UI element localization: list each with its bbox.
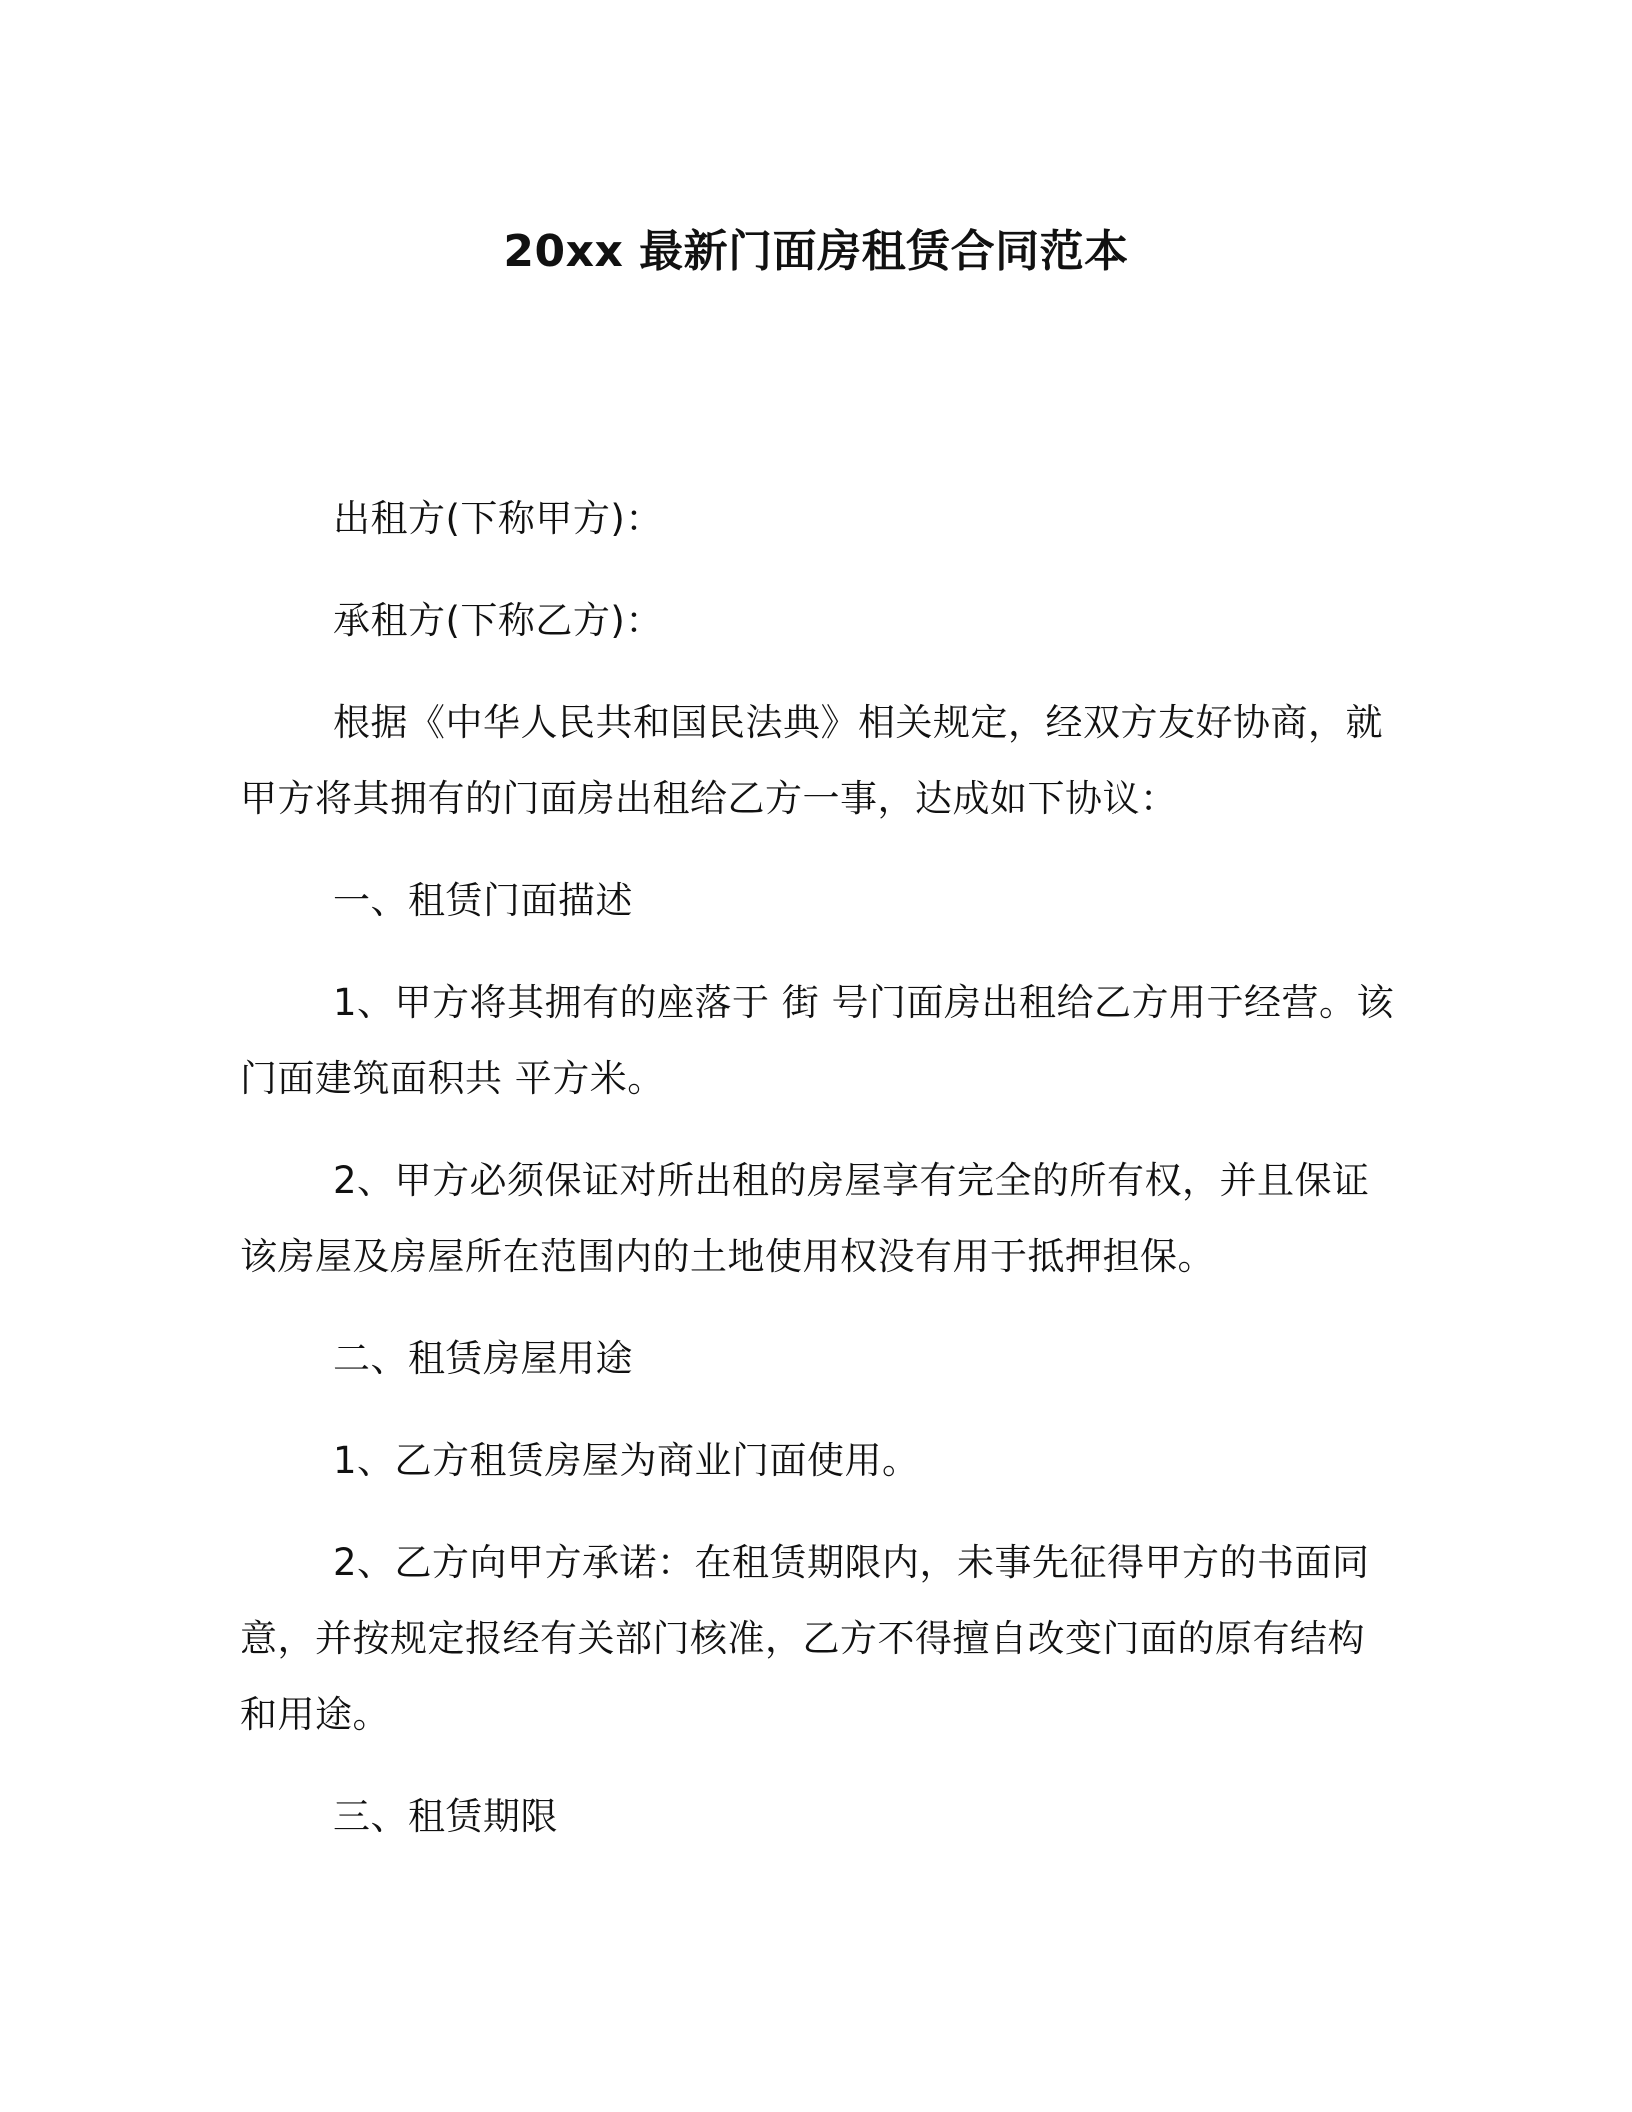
section-2-item-2-line-2: 意，并按规定报经有关部门核准，乙方不得擅自改变门面的原有结构 (240, 1617, 1365, 1660)
section-2-item-1: 1、乙方租赁房屋为商业门面使用。 (333, 1439, 920, 1482)
section-1-item-1-line-1: 1、甲方将其拥有的座落于 街 号门面房出租给乙方用于经营。该 (333, 981, 1395, 1024)
lessor-line: 出租方(下称甲方)： (333, 497, 663, 540)
section-2-item-2-line-1: 2、乙方向甲方承诺：在租赁期限内，未事先征得甲方的书面同 (333, 1541, 1370, 1584)
section-1-heading: 一、租赁门面描述 (333, 879, 633, 922)
section-1-item-2-line-2: 该房屋及房屋所在范围内的土地使用权没有用于抵押担保。 (240, 1235, 1215, 1278)
section-1-item-1-line-2: 门面建筑面积共 平方米。 (240, 1057, 665, 1100)
lessee-line: 承租方(下称乙方)： (333, 599, 663, 642)
preamble-line-2: 甲方将其拥有的门面房出租给乙方一事，达成如下协议： (240, 777, 1178, 820)
section-2-heading: 二、租赁房屋用途 (333, 1337, 633, 1380)
section-1-item-2-line-1: 2、甲方必须保证对所出租的房屋享有完全的所有权，并且保证 (333, 1159, 1370, 1202)
preamble-line-1: 根据《中华人民共和国民法典》相关规定，经双方友好协商，就 (333, 701, 1383, 744)
section-3-heading: 三、租赁期限 (333, 1795, 558, 1838)
document-title: 20xx 最新门面房租赁合同范本 (503, 226, 1129, 277)
section-2-item-2-line-3: 和用途。 (240, 1693, 390, 1736)
